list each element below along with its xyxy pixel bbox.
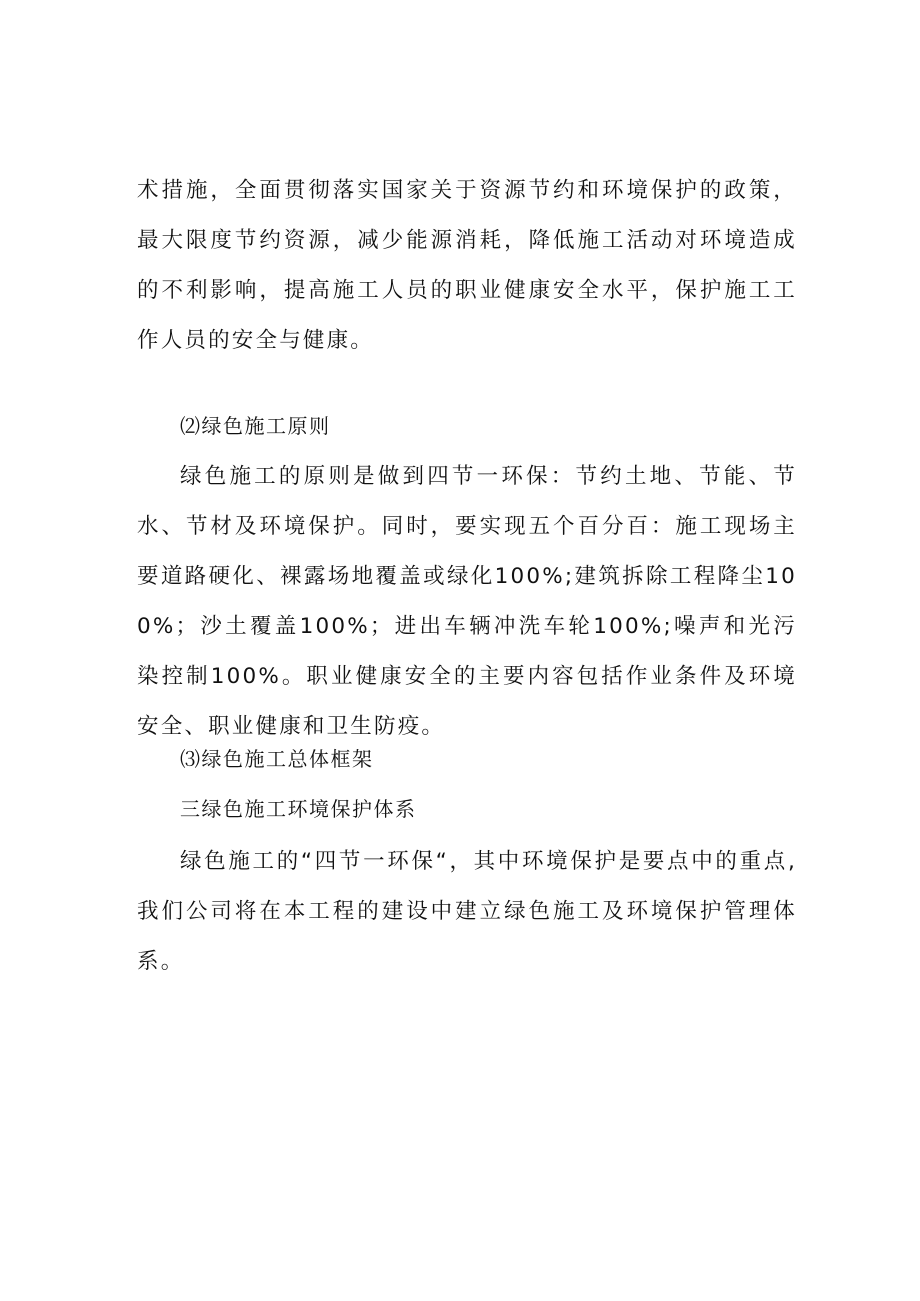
subsection-heading-protection-system: 三绿色施工环境保护体系 [180, 797, 417, 821]
paragraph-principles: 绿色施工的原则是做到四节一环保：节约土地、节能、节水、节材及环境保护。同时，要实现五个百分百：施工现场主要道路硬化、裸露场地覆盖或绿化100%;建筑拆除工程降尘100%；沙土覆盖100%；进出车辆冲洗车轮100%;噪声和光污染控制100%。职业健康安全的主要内容包括作业条件及环境安全、职业健康和卫生防疫。 [137, 464, 797, 739]
paragraph-measures: 术措施，全面贯彻落实国家关于资源节约和环境保护的政策，最大限度节约资源，减少能源消耗，降低施工活动对环境造成的不利影响，提高施工人员的职业健康安全水平，保护施工工作人员的安全与健康。 [137, 178, 797, 353]
section-heading-framework: ⑶绿色施工总体框架 [180, 747, 374, 771]
section-heading-principles: ⑵绿色施工原则 [180, 414, 331, 438]
paragraph-protection-system: 绿色施工的“四节一环保“，其中环境保护是要点中的重点,我们公司将在本工程的建设中建立绿色施工及环境保护管理体系。 [137, 849, 797, 974]
